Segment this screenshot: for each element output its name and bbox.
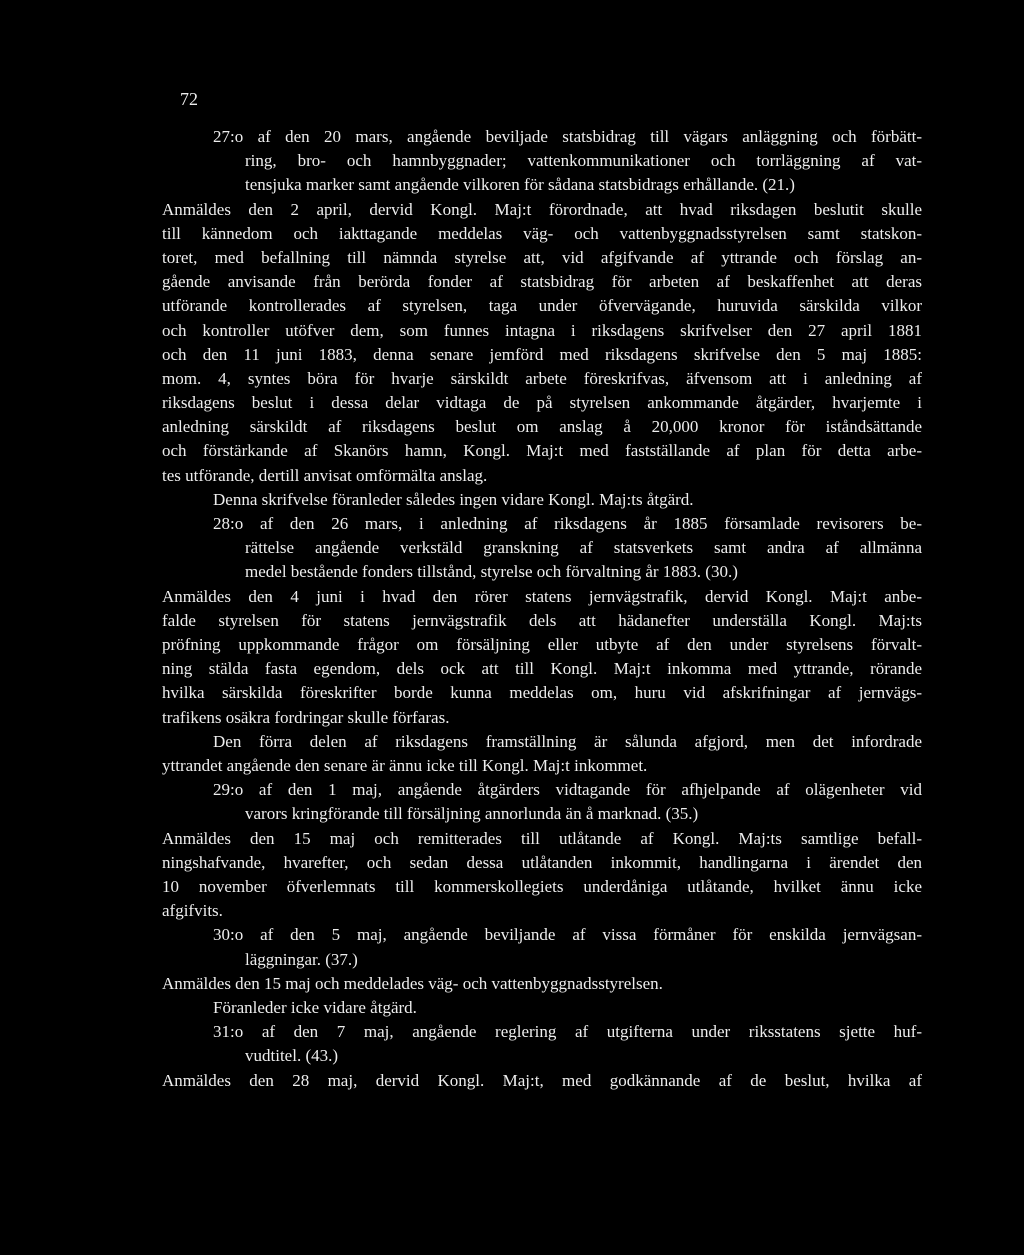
- text-line: ningshafvande, hvarefter, och sedan dessa utlåtanden inkommit, handlingarna i ärendet den: [162, 852, 922, 872]
- body-text: [162, 125, 922, 1093]
- text-line: rättelse angående verkstäld granskning af statsverkets samt andra af allmänna: [245, 538, 922, 558]
- text-line: och den 11 juni 1883, denna senare jemförd med riksdagens skrifvelse den 5 maj 1885:: [162, 344, 922, 364]
- text-line: falde styrelsen för statens jernvägstrafik dels att hädanefter underställa Kongl. Maj:ts: [162, 610, 922, 630]
- text-line: 29:o af den 1 maj, angående åtgärders vidtagande för afhjelpande af olägenheter vid: [213, 780, 922, 800]
- text-line: tes utförande, dertill anvisat omförmälta anslag.: [162, 465, 488, 485]
- text-line: 10 november öfverlemnats till kommerskollegiets underdåniga utlåtande, hvilket ännu icke: [162, 876, 922, 896]
- text-line: trafikens osäkra fordringar skulle förfaras.: [162, 707, 450, 727]
- text-line: anledning särskildt af riksdagens beslut om anslag å 20,000 kronor för iståndsättande: [162, 417, 922, 437]
- page-number: 72: [180, 89, 198, 109]
- text-line: Denna skrifvelse föranleder således ingen vidare Kongl. Maj:ts åtgärd.: [213, 489, 694, 509]
- text-line: Anmäldes den 4 juni i hvad den rörer statens jernvägstrafik, dervid Kongl. Maj:t anbe-: [162, 586, 922, 606]
- text-line: 28:o af den 26 mars, i anledning af riksdagens år 1885 församlade revisorers be-: [213, 514, 922, 534]
- text-line: Anmäldes den 15 maj och remitterades till utlåtande af Kongl. Maj:ts samtlige befall-: [162, 828, 922, 848]
- text-line: pröfning uppkommande frågor om försäljning eller utbyte af den under styrelsens förvalt-: [162, 635, 922, 654]
- text-line: utförande kontrollerades af styrelsen, taga under öfvervägande, huruvida särskilda vilkor: [162, 296, 922, 316]
- text-line: toret, med befallning till nämnda styrelse att, vid afgifvande af yttrande och förslag an-: [162, 247, 922, 267]
- text-line: och kontroller utöfver dem, som funnes intagna i riksdagens skrifvelser den 27 april 1881: [162, 320, 922, 340]
- text-line: Anmäldes den 2 april, dervid Kongl. Maj:t förordnade, att hvad riksdagen beslutit skulle: [162, 199, 922, 219]
- text-line: 31:o af den 7 maj, angående reglering af utgifterna under riksstatens sjette huf-: [213, 1022, 922, 1042]
- text-line: afgifvits.: [162, 901, 223, 921]
- text-line: Anmäldes den 15 maj och meddelades väg- och vattenbyggnadsstyrelsen.: [162, 973, 663, 993]
- text-line: Föranleder icke vidare åtgärd.: [213, 997, 417, 1017]
- text-line: varors kringförande till försäljning annorlunda än å marknad. (35.): [245, 804, 699, 824]
- text-line: Anmäldes den 28 maj, dervid Kongl. Maj:t, med godkännande af de beslut, hvilka af: [162, 1070, 922, 1090]
- text-line: mom. 4, syntes böra för hvarje särskildt arbete föreskrifvas, äfvensom att i anledning af: [162, 368, 922, 388]
- text-line: läggningar. (37.): [245, 949, 358, 969]
- text-line: vudtitel. (43.): [245, 1046, 339, 1066]
- text-line: ning stälda fasta egendom, dels ock att till Kongl. Maj:t inkomma med yttrande, rörande: [162, 659, 922, 679]
- text-line: yttrandet angående den senare är ännu icke till Kongl. Maj:t inkommet.: [162, 755, 648, 775]
- text-line: hvilka särskilda föreskrifter borde kunna meddelas om, huru vid afskrifningar af jernvägs-: [162, 683, 922, 703]
- text-line: 30:o af den 5 maj, angående beviljande af vissa förmåner för enskilda jernvägsan-: [213, 925, 922, 945]
- text-line: ring, bro- och hamnbyggnader; vattenkommunikationer och torrläggning af vat-: [245, 151, 922, 171]
- text-line: till kännedom och iakttagande meddelas väg- och vattenbyggnadsstyrelsen samt statskon-: [162, 223, 922, 243]
- text-line: gående anvisande från berörda fonder af statsbidrag för arbeten af beskaffenhet att deras: [162, 272, 922, 292]
- text-line: tensjuka marker samt angående vilkoren för sådana statsbidrags erhållande. (21.): [245, 175, 795, 195]
- text-line: medel bestående fonders tillstånd, styrelse och förvaltning år 1883. (30.): [245, 562, 738, 582]
- text-line: och förstärkande af Skanörs hamn, Kongl. Maj:t med fastställande af plan för detta arbe-: [162, 441, 922, 461]
- text-line: 27:o af den 20 mars, angående beviljade statsbidrag till vägars anläggning och förbätt-: [213, 127, 922, 146]
- text-line: riksdagens beslut i dessa delar vidtaga de på styrelsen ankommande åtgärder, hvarjemte i: [162, 393, 922, 413]
- text-line: Den förra delen af riksdagens framställning är sålunda afgjord, men det infordrade: [213, 731, 922, 751]
